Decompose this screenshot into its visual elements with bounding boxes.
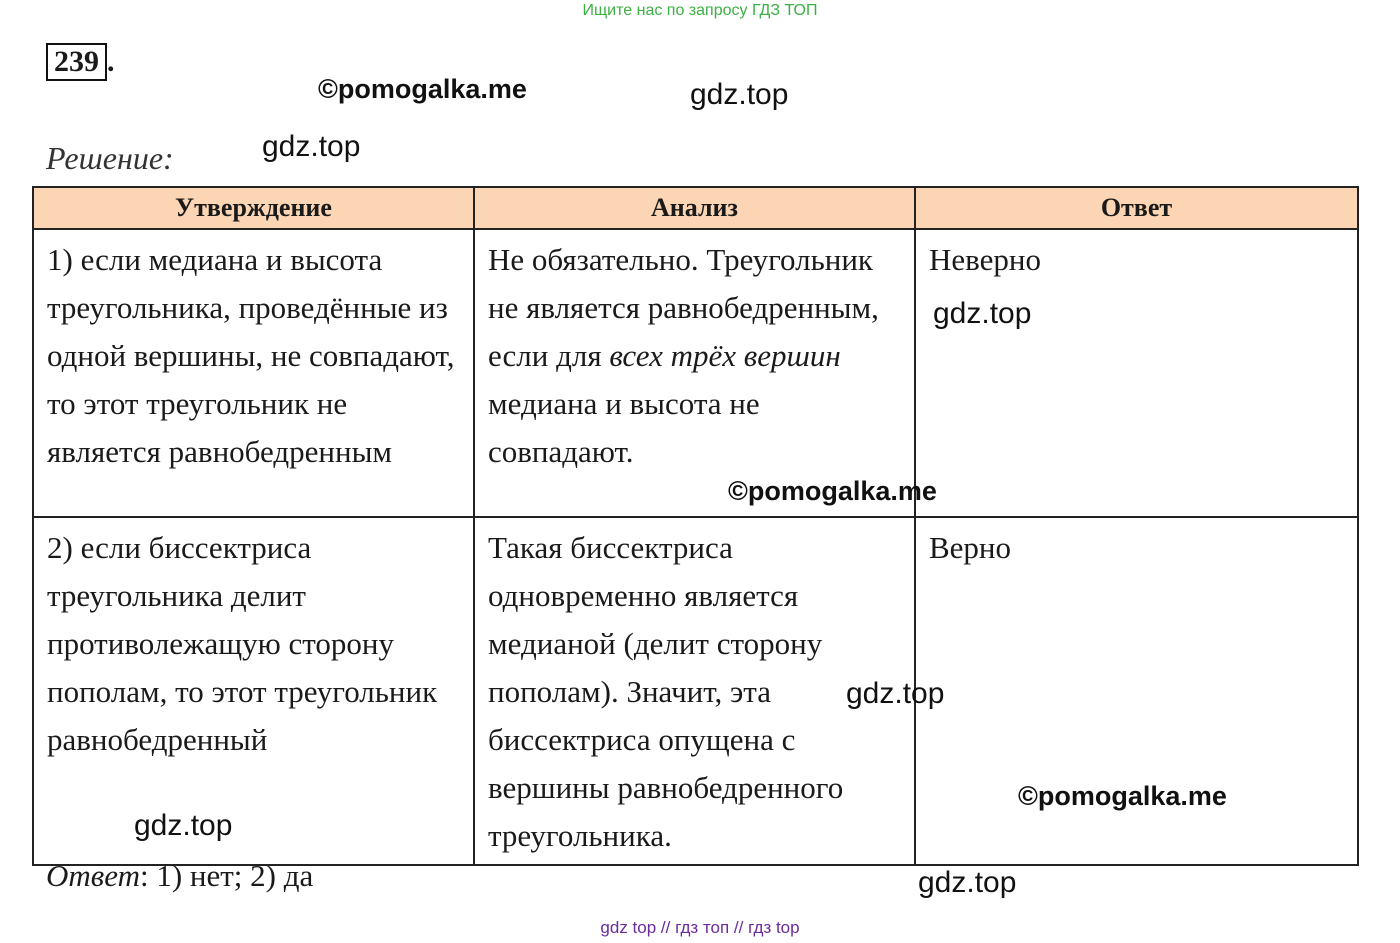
header-answer: Ответ [915,187,1358,229]
watermark-pomogalka: ©pomogalka.me [318,74,527,104]
answer-cell: Верно [915,517,1358,865]
header-analysis: Анализ [474,187,915,229]
table-header-row [33,187,1358,229]
watermark-gdz: gdz.top [134,809,233,842]
final-answer-text: : 1) нет; 2) да [139,858,314,893]
analysis-cell: Такая биссектриса одновременно является медианой (делит сторону пополам). Значит, эта биссектриса опущена с вершины равнобедренного треугольника. [474,517,915,865]
statement-cell: 1) если медиана и высота треугольника, проведённые из одной вершины, не совпадают, то этот треугольник не является равнобедренным [33,229,474,517]
solution-label: Решение: [46,140,174,176]
analysis-text-end: медиана и высота не совпадают. [488,386,760,469]
task-number-box: 239 [46,43,107,81]
analysis-cell [474,229,915,517]
watermark-pomogalka: ©pomogalka.me [1018,781,1227,811]
final-answer [46,858,313,894]
watermark-pomogalka: ©pomogalka.me [728,476,937,506]
watermark-gdz: gdz.top [933,297,1032,330]
watermark-gdz: gdz.top [846,677,945,710]
analysis-table [32,186,1359,866]
task-number-dot: . [107,45,115,78]
analysis-emphasis: всех трёх вершин [609,338,841,373]
final-answer-label: Ответ [46,858,140,893]
answer-cell: Неверно [915,229,1358,517]
watermark-gdz: gdz.top [262,130,361,163]
statement-cell: 2) если биссектриса треугольника делит противолежащую сторону пополам, то этот треугольник равнобедренный [33,517,474,865]
header-statement: Утверждение [33,187,474,229]
top-banner[interactable]: Ищите нас по запросу ГДЗ ТОП [582,2,818,19]
table-row [33,229,1358,517]
analysis-text: Не обязательно. Треугольник не является равнобедренным, если для [488,242,879,373]
task-number [46,43,115,79]
watermark-gdz: gdz.top [690,78,789,111]
watermark-gdz: gdz.top [918,866,1017,899]
footer-links[interactable]: gdz top // гдз топ // гдз top [600,918,800,937]
